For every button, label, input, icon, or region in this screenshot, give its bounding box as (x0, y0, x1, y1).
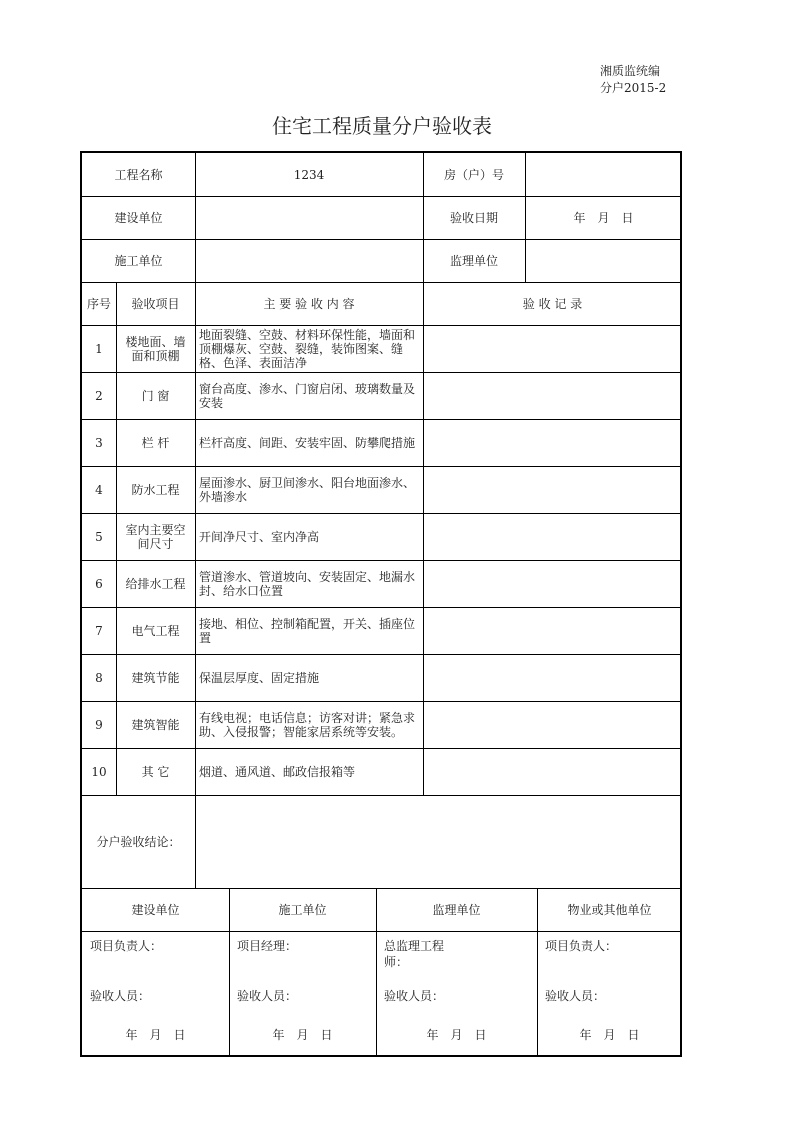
row-serial-no: 2 (95, 388, 103, 403)
page-title: 住宅工程质量分户验收表 (272, 114, 492, 138)
signoff-date[interactable]: 年 月 日 (579, 1028, 640, 1042)
row-inspection-item: 其 它 (141, 764, 170, 779)
row-inspection-record[interactable] (423, 372, 682, 419)
row-main-content: 地面裂缝、空鼓、材料环保性能，墙面和顶棚爆灰、空鼓、裂缝，装饰图案、缝格、色泽、表面洁净 (199, 327, 416, 370)
signoff-date[interactable]: 年 月 日 (125, 1028, 186, 1042)
row-inspection-record[interactable] (423, 654, 682, 701)
row-serial-no: 5 (95, 529, 103, 544)
row-serial-no: 4 (95, 482, 103, 497)
signoff-inspector: 验收人员： (545, 989, 606, 1003)
signoff-responsible-person: 项目负责人： (545, 939, 618, 953)
row-inspection-record[interactable] (423, 607, 682, 654)
project-name-label: 工程名称 (114, 167, 163, 182)
row-main-content: 接地、相位、控制箱配置，开关、插座位置 (199, 616, 416, 645)
signoff-responsible-person: 总监理工程师： (384, 939, 445, 969)
acceptance-form-table (80, 151, 682, 1057)
row-serial-no: 6 (95, 576, 103, 591)
row-main-content: 栏杆高度、间距、安装牢固、防攀爬措施 (199, 435, 416, 450)
acceptance-date-label: 验收日期 (449, 210, 498, 225)
signoff-unit: 物业或其他单位 (567, 902, 652, 917)
conclusion-label: 分户验收结论： (96, 834, 181, 849)
row-inspection-item: 栏 杆 (141, 435, 170, 450)
row-inspection-record[interactable] (423, 513, 682, 560)
conclusion-value[interactable] (195, 795, 682, 888)
supervisor-unit-label: 监理单位 (449, 253, 498, 268)
signoff-inspector: 验收人员： (90, 989, 151, 1003)
acceptance-date-value[interactable]: 年 月 日 (573, 210, 634, 225)
signoff-responsible-person: 项目负责人： (90, 939, 163, 953)
header-inspection-item: 验收项目 (131, 296, 180, 311)
form-code-line1: 湘质监统编 (600, 64, 661, 78)
row-main-content: 管道渗水、管道坡向、安装固定、地漏水封、给水口位置 (199, 569, 416, 598)
row-inspection-item: 门 窗 (141, 388, 170, 403)
signoff-unit: 监理单位 (432, 902, 481, 917)
contractor-unit-label: 施工单位 (114, 253, 163, 268)
signoff-unit: 建设单位 (131, 902, 180, 917)
header-main-content: 主 要 验 收 内 容 (263, 296, 355, 311)
row-main-content: 有线电视；电话信息；访客对讲；紧急求助、入侵报警；智能家居系统等安装。 (199, 710, 416, 739)
row-main-content: 保温层厚度、固定措施 (199, 670, 320, 685)
signoff-inspector: 验收人员： (237, 989, 298, 1003)
row-inspection-record[interactable] (423, 419, 682, 466)
row-main-content: 烟道、通风道、邮政信报箱等 (199, 764, 356, 779)
signoff-responsible-person: 项目经理： (237, 939, 298, 953)
project-name-value[interactable]: 1234 (293, 167, 325, 182)
row-serial-no: 1 (95, 341, 103, 356)
room-number-value[interactable] (525, 153, 682, 196)
row-inspection-item: 建筑节能 (131, 670, 180, 685)
supervisor-unit-value[interactable] (525, 239, 682, 282)
signoff-date[interactable]: 年 月 日 (272, 1028, 333, 1042)
header-inspection-record: 验 收 记 录 (522, 296, 583, 311)
row-inspection-record[interactable] (423, 325, 682, 372)
form-code-line2: 分户2015-2 (600, 81, 667, 95)
row-inspection-item: 建筑智能 (131, 717, 180, 732)
signoff-unit: 施工单位 (278, 902, 327, 917)
row-serial-no: 9 (95, 717, 103, 732)
row-inspection-record[interactable] (423, 466, 682, 513)
row-main-content: 开间净尺寸、室内净高 (199, 529, 320, 544)
row-inspection-item: 防水工程 (131, 482, 180, 497)
row-main-content: 屋面渗水、厨卫间渗水、阳台地面渗水、外墙渗水 (199, 475, 416, 504)
row-inspection-item: 电气工程 (131, 623, 180, 638)
header-serial-no: 序号 (86, 296, 111, 311)
builder-unit-label: 建设单位 (114, 210, 163, 225)
row-inspection-item: 室内主要空间尺寸 (125, 522, 186, 551)
row-inspection-record[interactable] (423, 748, 682, 795)
row-serial-no: 3 (95, 435, 103, 450)
signoff-date[interactable]: 年 月 日 (426, 1028, 487, 1042)
row-main-content: 窗台高度、渗水、门窗启闭、玻璃数量及安装 (199, 381, 416, 410)
row-serial-no: 8 (95, 670, 103, 685)
room-number-label: 房（户）号 (443, 167, 504, 182)
row-serial-no: 10 (91, 764, 107, 779)
row-inspection-item: 楼地面、墙面和顶棚 (125, 334, 186, 363)
row-inspection-record[interactable] (423, 560, 682, 607)
builder-unit-value[interactable] (195, 196, 423, 239)
row-inspection-record[interactable] (423, 701, 682, 748)
contractor-unit-value[interactable] (195, 239, 423, 282)
row-inspection-item: 给排水工程 (125, 576, 186, 591)
signoff-inspector: 验收人员： (384, 989, 445, 1003)
row-serial-no: 7 (95, 623, 103, 638)
